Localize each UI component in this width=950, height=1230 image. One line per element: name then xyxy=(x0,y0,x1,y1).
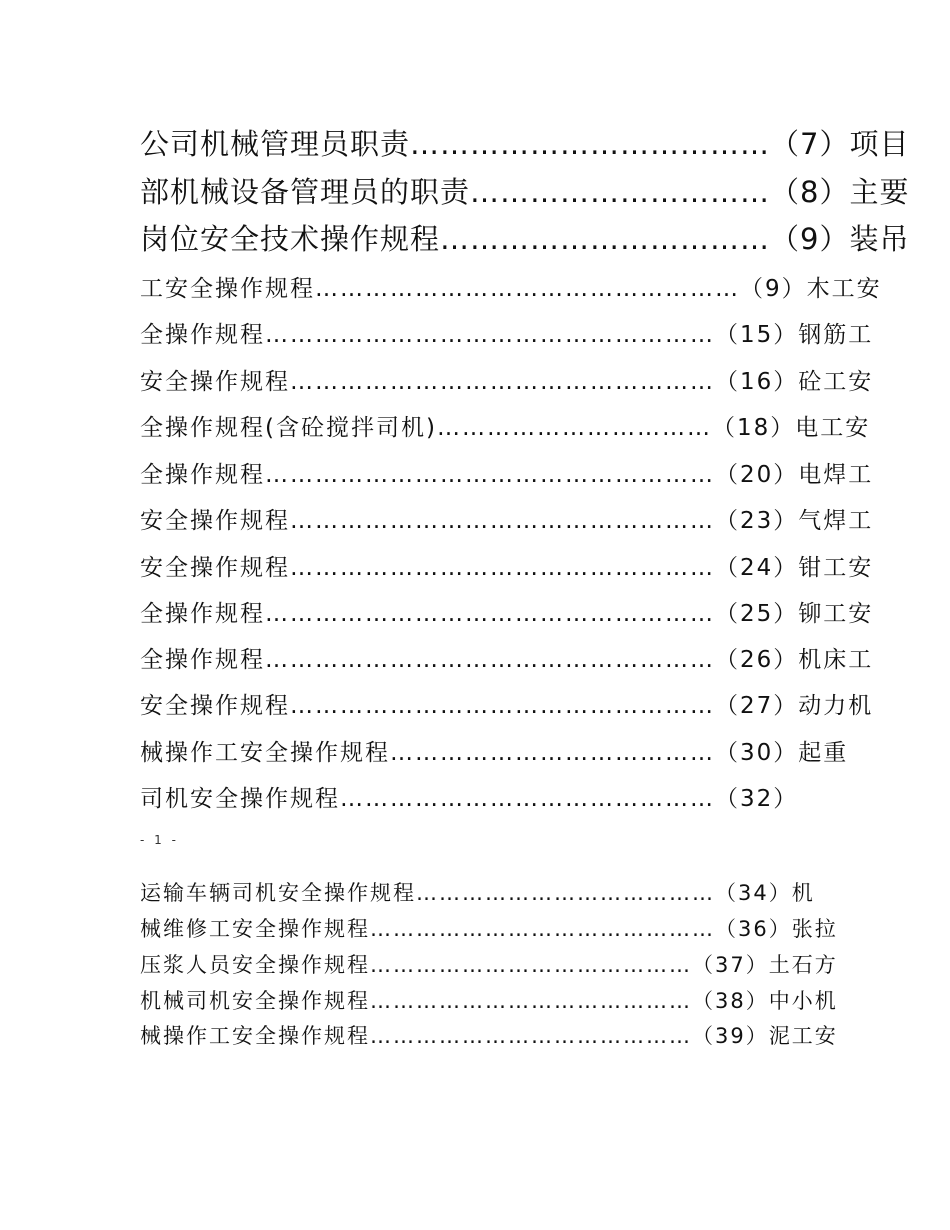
toc-line: 压浆人员安全操作规程……………………………………（37）土石方 xyxy=(140,953,838,977)
toc-line: 岗位安全技术操作规程……………………………（9）装吊 xyxy=(140,222,910,256)
toc-line: 安全操作规程……………………………………………（16）砼工安 xyxy=(140,369,874,395)
page-number: - 1 - xyxy=(140,833,179,847)
toc-line: 全操作规程………………………………………………（26）机床工 xyxy=(140,647,874,673)
toc-line: 安全操作规程……………………………………………（23）气焊工 xyxy=(140,508,874,534)
toc-line: 公司机械管理员职责………………………………（7）项目 xyxy=(140,127,910,161)
toc-line: 全操作规程………………………………………………（25）铆工安 xyxy=(140,601,874,627)
toc-line: 司机安全操作规程………………………………………（32） xyxy=(140,786,799,812)
toc-line: 部机械设备管理员的职责…………………………（8）主要 xyxy=(140,175,910,209)
toc-line: 全操作规程(含砼搅拌司机)……………………………（18）电工安 xyxy=(140,415,871,441)
toc-line: 机械司机安全操作规程……………………………………（38）中小机 xyxy=(140,989,838,1013)
toc-line: 全操作规程………………………………………………（20）电焊工 xyxy=(140,462,874,488)
toc-line: 全操作规程………………………………………………（15）钢筋工 xyxy=(140,322,874,348)
toc-line: 械维修工安全操作规程………………………………………（36）张拉 xyxy=(140,917,838,941)
toc-line: 械操作工安全操作规程…………………………………（30）起重 xyxy=(140,740,849,766)
toc-line: 安全操作规程……………………………………………（24）钳工安 xyxy=(140,555,874,581)
toc-line: 安全操作规程……………………………………………（27）动力机 xyxy=(140,693,874,719)
toc-line: 运输车辆司机安全操作规程…………………………………（34）机 xyxy=(140,881,815,905)
toc-line: 工安全操作规程……………………………………………（9）木工安 xyxy=(140,276,882,302)
toc-line: 械操作工安全操作规程……………………………………（39）泥工安 xyxy=(140,1024,838,1048)
